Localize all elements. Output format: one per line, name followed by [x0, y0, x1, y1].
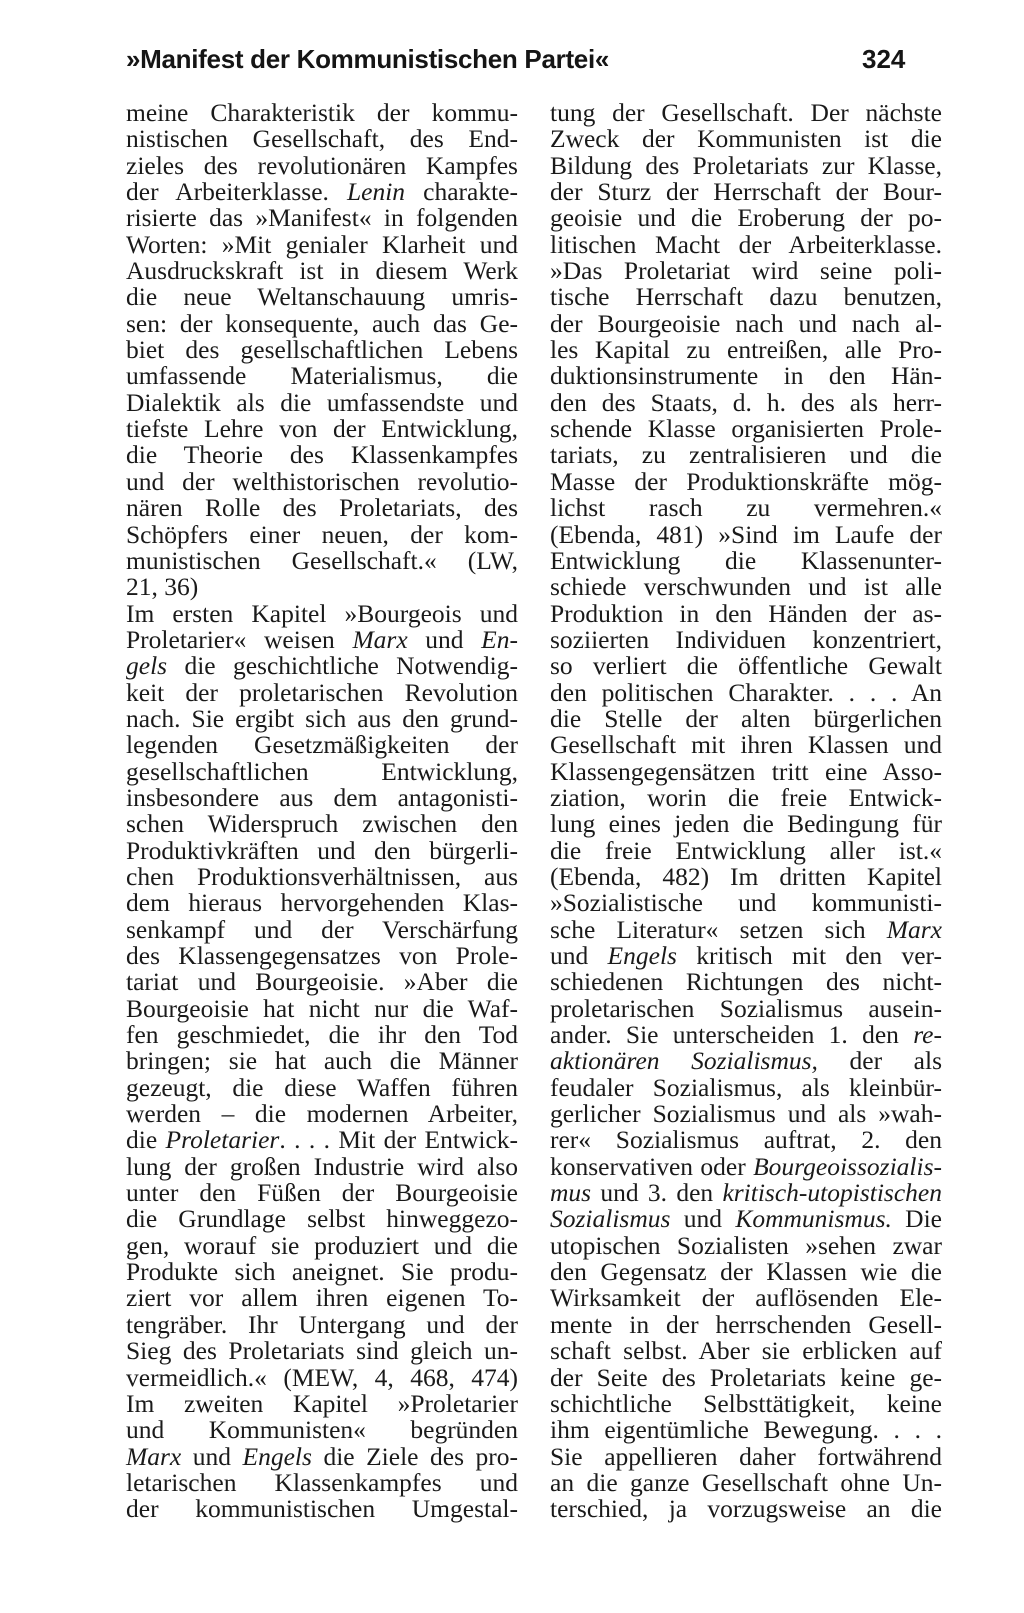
text-line — [126, 284, 518, 310]
text-segment: Worten: »Mit genialer Klarheit und — [126, 229, 518, 259]
text-segment: tung der Gesellschaft. Der nächste — [550, 98, 942, 127]
text-segment: nistischen Gesellschaft, des End- — [126, 124, 518, 154]
text-line — [550, 126, 942, 152]
text-segment: bringen; sie hat auch die Männer — [126, 1046, 518, 1076]
text-line — [126, 914, 518, 944]
text-segment: den Gegensatz der Klassen wie die — [550, 1257, 942, 1287]
text-segment: werden – die modernen Arbeiter, — [126, 1099, 518, 1129]
text-line — [550, 519, 942, 549]
italic-text: Bourgeoissozialis- — [753, 1151, 942, 1181]
text-line — [550, 1259, 942, 1285]
text-segment: letarischen Klassenkampfes und — [126, 1467, 518, 1497]
text-segment: keit der proletarischen Revolution — [126, 677, 518, 707]
text-line — [126, 126, 518, 152]
text-line — [550, 914, 942, 944]
text-segment: und — [670, 1204, 736, 1234]
text-segment: Dialektik als die umfassendste und — [126, 387, 518, 417]
text-line — [126, 1309, 518, 1339]
italic-text: Engels — [242, 1441, 312, 1471]
text-segment: Entwicklung die Klassenunter- — [550, 545, 942, 575]
italic-text: Marx — [352, 624, 408, 654]
text-line — [550, 969, 942, 995]
text-line — [550, 1388, 942, 1418]
text-segment: lichst rasch zu vermehren.« — [550, 493, 942, 523]
text-line — [550, 1180, 942, 1206]
text-segment: Bildung des Proletariats zur Klasse, — [550, 150, 942, 180]
text-line — [126, 811, 518, 837]
text-line — [550, 1206, 942, 1232]
text-segment: vermeidlich.« (MEW, 4, 468, 474) — [126, 1362, 518, 1392]
text-line — [126, 1496, 518, 1522]
text-segment: die geschichtliche Notwendig- — [167, 651, 518, 681]
text-line — [126, 835, 518, 865]
text-line — [126, 337, 518, 363]
text-line — [550, 179, 942, 205]
text-segment: tische Herrschaft dazu benutzen, — [550, 282, 942, 312]
text-line — [126, 574, 518, 600]
italic-text: re- — [913, 1020, 942, 1050]
text-segment: Klassengegensätzen tritt eine Asso- — [550, 756, 942, 786]
text-line — [126, 756, 518, 786]
text-segment: Bourgeoisie hat nicht nur die Waf- — [126, 993, 518, 1023]
page-number: 324 — [862, 44, 906, 74]
text-line — [550, 1048, 942, 1074]
text-segment: der Bourgeoisie nach und nach al- — [550, 308, 942, 338]
text-segment: umfassende Materialismus, die — [126, 361, 518, 391]
text-segment: Ausdruckskraft ist in diesem Werk — [126, 256, 518, 286]
text-line — [550, 993, 942, 1023]
text-line — [550, 1441, 942, 1471]
left-text-column — [126, 100, 518, 1523]
text-segment: Produkte sich aneignet. Sie produ- — [126, 1257, 518, 1287]
text-line — [550, 782, 942, 812]
text-segment: munistischen Gesellschaft.« (LW, — [126, 545, 518, 575]
text-line — [550, 1467, 942, 1497]
text-line — [126, 969, 518, 995]
text-line — [126, 1467, 518, 1497]
text-line — [126, 258, 518, 284]
text-segment: Produktivkräften und den bürgerli- — [126, 835, 518, 865]
text-segment: sen: der konsequente, auch das Ge- — [126, 308, 518, 338]
text-segment: konservativen oder — [550, 1151, 754, 1181]
text-line — [550, 1417, 942, 1443]
text-line — [126, 1388, 518, 1418]
text-line — [126, 598, 518, 628]
italic-text: En- — [481, 624, 518, 654]
text-segment: die Ziele des pro- — [311, 1441, 518, 1471]
text-segment: duktionsinstrumente in den Hän- — [550, 361, 942, 391]
text-segment: lung der großen Industrie wird also — [126, 1151, 518, 1181]
text-line — [550, 653, 942, 679]
text-segment: Im ersten Kapitel »Bourgeois und — [126, 598, 518, 628]
text-segment: und 3. den — [591, 1178, 723, 1208]
text-line — [550, 624, 942, 654]
text-segment: . . . . Mit der Entwick- — [279, 1125, 519, 1155]
text-line — [550, 1022, 942, 1048]
text-line — [550, 442, 942, 468]
text-segment: die Stelle der alten bürgerlichen — [550, 703, 942, 733]
text-line — [550, 811, 942, 837]
text-segment: terschied, ja vorzugsweise an die — [550, 1494, 942, 1524]
text-segment: gen, worauf sie produziert und die — [126, 1230, 518, 1260]
text-line — [550, 100, 942, 126]
text-segment: Wirksamkeit der auflösenden Ele- — [550, 1283, 942, 1313]
text-line — [550, 1362, 942, 1392]
text-line — [550, 1496, 942, 1522]
text-line — [126, 1022, 518, 1048]
text-segment: der Sturz der Herrschaft der Bour- — [550, 177, 942, 207]
text-segment: Schöpfers einer neuen, der kom- — [126, 519, 518, 549]
italic-text: Lenin — [346, 177, 406, 207]
italic-text: Engels — [607, 941, 677, 970]
text-line — [550, 308, 942, 338]
text-segment: schaft selbst. Aber sie erblicken auf — [550, 1336, 942, 1366]
text-segment: »Sozialistische und kommunisti- — [550, 888, 942, 918]
text-segment: schichtliche Selbsttätigkeit, keine — [550, 1388, 942, 1418]
text-line — [126, 890, 518, 916]
text-segment: tiefste Lehre von der Entwicklung, — [126, 414, 518, 444]
text-segment: die Grundlage selbst hinweggezo- — [126, 1204, 518, 1234]
italic-text: aktionären Sozialismus, — [550, 1046, 818, 1076]
text-segment: der Arbeiterklasse. — [126, 177, 347, 207]
text-line — [550, 703, 942, 733]
right-text-column — [550, 100, 942, 1523]
text-segment: »Das Proletariat wird seine poli- — [550, 256, 942, 286]
text-line — [550, 1151, 942, 1181]
text-segment: Die — [891, 1204, 942, 1234]
text-line — [126, 229, 518, 259]
italic-text: gels — [126, 651, 168, 681]
text-segment: gerlicher Sozialismus und als »wah- — [550, 1099, 942, 1129]
text-segment: (Ebenda, 482) Im dritten Kapitel — [550, 861, 942, 891]
text-segment: charakte- — [405, 177, 518, 207]
italic-text: mus — [550, 1178, 592, 1208]
text-line — [126, 442, 518, 468]
text-line — [126, 100, 518, 126]
text-line — [126, 1180, 518, 1206]
text-line — [126, 1441, 518, 1471]
text-line — [126, 653, 518, 679]
text-segment: und Kommunisten« begründen — [126, 1415, 518, 1445]
text-segment: kritisch mit den ver- — [676, 941, 942, 970]
text-line — [126, 1206, 518, 1232]
text-segment: legenden Gesetzmäßigkeiten der — [126, 730, 518, 760]
text-segment: risierte das »Manifest« in folgenden — [126, 203, 518, 233]
text-segment: 21, 36) — [126, 572, 199, 602]
text-line — [550, 1127, 942, 1153]
text-line — [126, 179, 518, 205]
text-line — [550, 1101, 942, 1127]
text-line — [550, 363, 942, 389]
text-segment: biet des gesellschaftlichen Lebens — [126, 335, 518, 365]
text-segment: chen Produktionsverhältnissen, aus — [126, 861, 518, 891]
text-segment: der Seite des Proletariats keine ge- — [550, 1362, 942, 1392]
text-line — [126, 1072, 518, 1102]
text-segment: ander. Sie unterscheiden 1. den — [550, 1020, 914, 1050]
text-line — [126, 624, 518, 654]
text-segment: an die ganze Gesellschaft ohne Un- — [550, 1467, 942, 1497]
text-segment: Im zweiten Kapitel »Proletarier — [126, 1388, 518, 1418]
text-line — [550, 387, 942, 417]
text-segment: des Klassengegensatzes von Prole- — [126, 941, 518, 970]
text-segment: litischen Macht der Arbeiterklasse. — [550, 229, 942, 259]
text-segment: schiedenen Richtungen des nicht- — [550, 967, 942, 997]
text-line — [126, 943, 518, 969]
text-segment: schiede verschwunden und ist alle — [550, 572, 942, 602]
text-segment: Produktion in den Händen der as- — [550, 598, 942, 628]
text-segment: insbesondere aus dem antagonisti- — [126, 782, 518, 812]
text-segment: den politischen Charakter. . . . An — [550, 677, 942, 707]
text-line — [126, 363, 518, 389]
text-line — [126, 1338, 518, 1364]
text-line — [126, 1151, 518, 1181]
text-line — [550, 205, 942, 231]
text-line — [126, 205, 518, 231]
text-line — [126, 466, 518, 496]
text-line — [550, 416, 942, 442]
text-line — [550, 337, 942, 363]
text-line — [126, 732, 518, 758]
text-segment: der als — [817, 1046, 942, 1076]
text-segment: soziierten Individuen konzentriert, — [550, 624, 942, 654]
text-line — [126, 308, 518, 338]
italic-text: kritisch-utopistischen — [722, 1178, 942, 1208]
text-segment: Gesellschaft mit ihren Klassen und — [550, 730, 942, 760]
text-line — [126, 150, 518, 180]
text-segment: senkampf und der Verschärfung — [126, 914, 518, 944]
text-line — [126, 1259, 518, 1285]
text-segment: mente in der herrschenden Gesell- — [550, 1309, 942, 1339]
text-line — [126, 1101, 518, 1127]
text-line — [126, 545, 518, 575]
text-line — [550, 150, 942, 180]
text-segment: tengräber. Ihr Untergang und der — [126, 1309, 518, 1339]
text-segment: und — [407, 624, 482, 654]
text-segment: die Theorie des Klassenkampfes — [126, 440, 518, 470]
text-segment: nären Rolle des Proletariats, des — [126, 493, 518, 523]
text-segment: gezeugt, die diese Waffen führen — [126, 1072, 518, 1102]
text-segment: utopischen Sozialisten »sehen zwar — [550, 1230, 942, 1260]
text-segment: die neue Weltanschauung umris- — [126, 282, 518, 312]
text-line — [126, 1048, 518, 1074]
text-line — [550, 861, 942, 891]
text-line — [126, 1417, 518, 1443]
text-line — [550, 943, 942, 969]
text-segment: Masse der Produktionskräfte mög- — [550, 466, 942, 496]
text-segment: und — [181, 1441, 243, 1471]
text-line — [550, 1072, 942, 1102]
text-segment: proletarischen Sozialismus ausein- — [550, 993, 942, 1023]
text-line — [126, 416, 518, 442]
text-segment: ziation, worin die freie Entwick- — [550, 782, 942, 812]
text-segment: der kommunistischen Umgestal- — [126, 1494, 518, 1524]
text-segment: die freie Entwicklung aller ist.« — [550, 835, 942, 865]
text-segment: sche Literatur« setzen sich — [550, 914, 887, 944]
text-line — [550, 1338, 942, 1364]
text-segment: meine Charakteristik der kommu- — [126, 98, 518, 127]
text-segment: ziert vor allem ihren eigenen To- — [126, 1283, 518, 1313]
text-line — [126, 1362, 518, 1392]
text-segment: lung eines jeden die Bedingung für — [550, 809, 942, 839]
text-line — [550, 756, 942, 786]
text-line — [126, 495, 518, 521]
text-segment: fen geschmiedet, die ihr den Tod — [126, 1020, 518, 1050]
text-line — [550, 598, 942, 628]
text-line — [126, 1230, 518, 1260]
text-segment: ihm eigentümliche Bewegung. . . . — [550, 1415, 942, 1445]
text-line — [126, 703, 518, 733]
text-line — [126, 387, 518, 417]
text-segment: gesellschaftlichen Entwicklung, — [126, 756, 518, 786]
text-segment: Zweck der Kommunisten ist die — [550, 124, 942, 154]
text-segment: Proletarier« weisen — [126, 624, 353, 654]
italic-text: Kommunismus. — [735, 1204, 892, 1234]
running-header-title: »Manifest der Kommunistischen Partei« — [126, 44, 610, 74]
text-segment: schende Klasse organisierten Prole- — [550, 414, 942, 444]
text-segment: unter den Füßen der Bourgeoisie — [126, 1178, 518, 1208]
text-segment: Sieg des Proletariats sind gleich un- — [126, 1336, 518, 1366]
text-segment: und — [550, 941, 608, 970]
italic-text: Marx — [126, 1441, 182, 1471]
text-line — [550, 574, 942, 600]
text-line — [550, 284, 942, 310]
text-line — [550, 1309, 942, 1339]
italic-text: Marx — [886, 914, 942, 944]
text-segment: les Kapital zu entreißen, alle Pro- — [550, 335, 942, 365]
text-line — [550, 229, 942, 259]
text-segment: (Ebenda, 481) »Sind im Laufe der — [550, 519, 942, 549]
text-line — [126, 519, 518, 549]
text-line — [550, 890, 942, 916]
text-segment: geoisie und die Eroberung der po- — [550, 203, 942, 233]
text-segment: schen Widerspruch zwischen den — [126, 809, 518, 839]
text-line — [550, 732, 942, 758]
text-segment: so verliert die öffentliche Gewalt — [550, 651, 942, 681]
text-segment: tariats, zu zentralisieren und die — [550, 440, 942, 470]
text-segment: dem hieraus hervorgehenden Klas- — [126, 888, 518, 918]
text-segment: nach. Sie ergibt sich aus den grund- — [126, 703, 518, 733]
text-line — [550, 545, 942, 575]
text-segment: den des Staats, d. h. des als herr- — [550, 387, 942, 417]
text-line — [550, 466, 942, 496]
text-segment: und der welthistorischen revolutio- — [126, 466, 518, 496]
text-line — [126, 1127, 518, 1153]
text-segment: zieles des revolutionären Kampfes — [126, 150, 518, 180]
text-segment: Sie appellieren daher fortwährend — [550, 1441, 942, 1471]
text-line — [550, 258, 942, 284]
text-segment: tariat und Bourgeoisie. »Aber die — [126, 967, 518, 997]
text-line — [126, 1285, 518, 1311]
text-line — [126, 993, 518, 1023]
text-line — [126, 782, 518, 812]
text-segment: feudaler Sozialismus, als kleinbür- — [550, 1072, 942, 1102]
text-line — [550, 677, 942, 707]
text-segment: rer« Sozialismus auftrat, 2. den — [550, 1125, 942, 1155]
italic-text: Sozialismus — [550, 1204, 671, 1234]
italic-text: Proletarier — [165, 1125, 280, 1155]
text-line — [550, 1285, 942, 1311]
text-line — [550, 835, 942, 865]
text-segment: die — [126, 1125, 166, 1155]
text-line — [550, 1230, 942, 1260]
text-line — [550, 495, 942, 521]
text-line — [126, 861, 518, 891]
text-line — [126, 677, 518, 707]
